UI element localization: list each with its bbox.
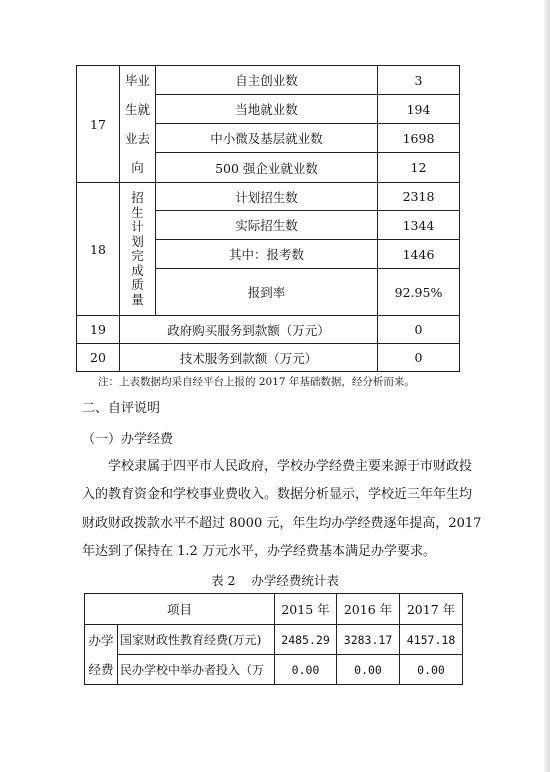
- table-caption: 表 2 办学经费统计表: [211, 573, 339, 588]
- header-cell: 2015 年: [275, 594, 337, 625]
- statistics-table: [76, 65, 460, 372]
- item-label: 500 强企业就业数: [156, 153, 378, 183]
- cell-value: 2485.29: [275, 625, 337, 655]
- item-label: 技术服务到款额（万元）: [120, 344, 378, 372]
- item-label: 报到率: [156, 269, 378, 316]
- header-cell: 2016 年: [337, 594, 400, 625]
- row-number: 20: [77, 344, 120, 372]
- cell-value: 3283.17: [337, 625, 400, 655]
- item-label: 实际招生数: [156, 211, 378, 240]
- item-value: 1698: [378, 124, 460, 153]
- cell-value: 0.00: [275, 655, 337, 685]
- item-label: 计划招生数: [156, 183, 378, 211]
- group-text: 经费: [88, 661, 114, 677]
- paragraph-line: 学校隶属于四平市人民政府，学校办学经费主要来源于市财政投: [108, 459, 473, 474]
- item-label: 其中：报考数: [156, 240, 378, 269]
- category-text: 业去: [124, 131, 150, 146]
- item-value: 0: [378, 316, 460, 344]
- item-value: 0: [378, 344, 460, 372]
- category-text: 毕业: [124, 73, 150, 88]
- header-cell: 项目: [85, 594, 275, 625]
- row-number: 19: [77, 316, 120, 344]
- item-value: 92.95%: [378, 269, 460, 316]
- paragraph-line: 入的教育资金和学校事业费收入。数据分析显示，学校近三年年生均: [82, 487, 473, 503]
- category-text: 成: [131, 262, 144, 278]
- page-edge: [544, 0, 550, 772]
- category-text: 招: [131, 190, 144, 205]
- body-paragraph: [82, 453, 482, 566]
- item-label: 自主创业数: [156, 66, 378, 95]
- row-number: 17: [77, 66, 120, 183]
- category-text: 生就: [124, 102, 150, 117]
- row-number: 18: [77, 183, 120, 316]
- paragraph-line: 财政财政拨款水平不超过 8000 元，年生均办学经费逐年提高，2017: [82, 515, 482, 531]
- row-label: 国家财政性教育经费(万元): [118, 625, 275, 655]
- category-cell: [120, 66, 156, 183]
- item-value: 1446: [378, 240, 460, 269]
- category-text: 完: [131, 248, 144, 263]
- item-value: 3: [378, 66, 460, 95]
- item-label: 当地就业数: [156, 95, 378, 124]
- item-value: 194: [378, 95, 460, 124]
- category-text: 质: [131, 277, 144, 292]
- row-label: 民办学校中举办者投入（万: [118, 655, 275, 685]
- section-heading: 二、自评说明: [82, 401, 161, 416]
- category-text: 生: [131, 204, 144, 220]
- cell-value: 4157.18: [400, 625, 463, 655]
- item-label: 中小微及基层就业数: [156, 124, 378, 153]
- subsection-heading: （一）办学经费: [82, 432, 174, 447]
- header-cell: 2017 年: [400, 594, 463, 625]
- category-text: 计: [131, 219, 144, 234]
- item-label: 政府购买服务到款额（万元）: [120, 316, 378, 344]
- cell-value: 0.00: [337, 655, 400, 685]
- group-text: 办学: [88, 632, 114, 648]
- item-value: 2318: [378, 183, 460, 211]
- item-value: 1344: [378, 211, 460, 240]
- group-label: [85, 625, 118, 685]
- category-text: 向: [131, 160, 144, 175]
- cell-value: 0.00: [400, 655, 463, 685]
- table-note: 注：上表数据均采自经平台上报的 2017 年基础数据，经分析而来。: [98, 376, 415, 388]
- category-text: 量: [131, 291, 144, 307]
- paragraph-line: 年达到了保持在 1.2 万元水平，办学经费基本满足办学要求。: [82, 543, 436, 559]
- category-text: 划: [131, 233, 144, 249]
- category-cell: [120, 183, 156, 316]
- funding-table: [84, 593, 463, 685]
- item-value: 12: [378, 153, 460, 183]
